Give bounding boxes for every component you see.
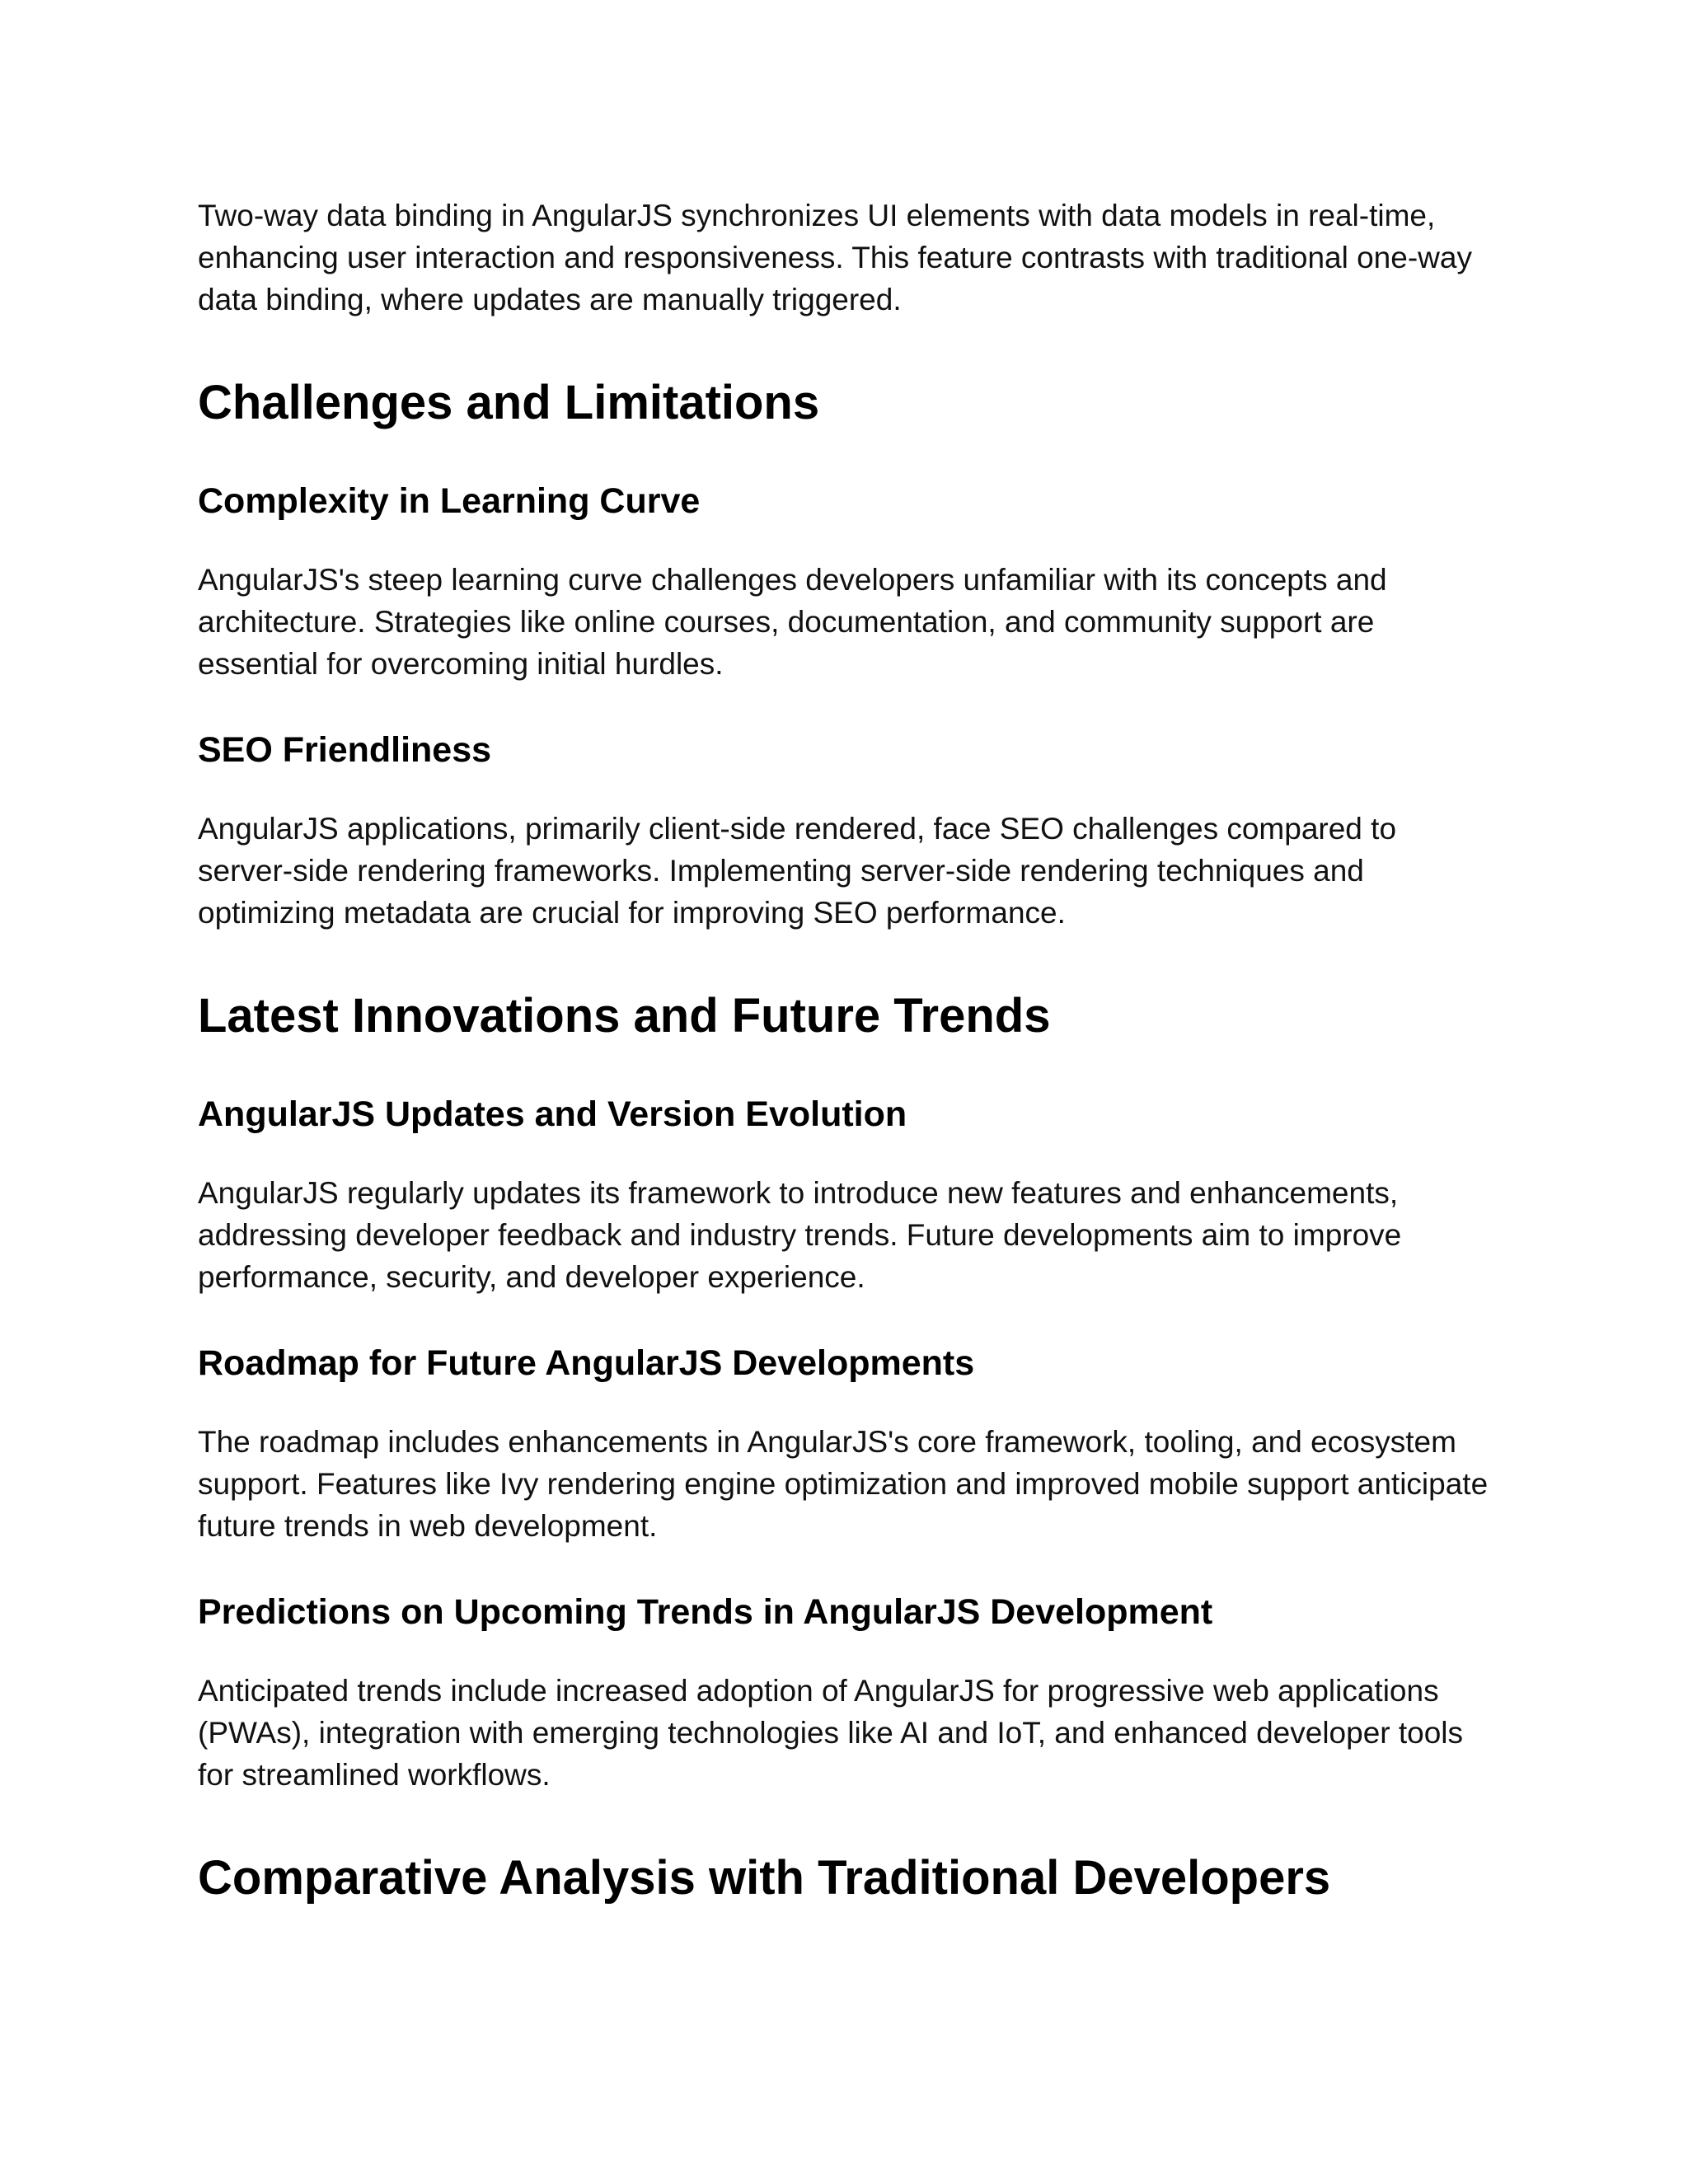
roadmap-paragraph: The roadmap includes enhancements in AngularJS's core framework, tooling, and ecosystem support. Features like Ivy rendering engine optimization and improved mobile support anticipate future trends in web development.: [198, 1425, 1489, 1543]
updates-paragraph: AngularJS regularly updates its framework to introduce new features and enhancements, addressing developer feedback and industry trends. Future developments aim to improve performance, security, and developer experience.: [198, 1176, 1402, 1294]
learning-curve-paragraph: AngularJS's steep learning curve challenges developers unfamiliar with its concepts and architecture. Strategies like online courses, documentation, and community support are essential for overcoming initial hurdles.: [198, 563, 1387, 681]
intro-paragraph: Two-way data binding in AngularJS synchronizes UI elements with data models in real-time, enhancing user interaction and responsiveness. This feature contrasts with traditional one-way data binding, where updates are manually triggered.: [198, 199, 1472, 316]
section-heading-innovations: Latest Innovations and Future Trends: [198, 989, 1051, 1043]
subheading-roadmap: Roadmap for Future AngularJS Developments: [198, 1343, 975, 1383]
subheading-predictions: Predictions on Upcoming Trends in AngularJS Development: [198, 1592, 1213, 1632]
section-heading-challenges: Challenges and Limitations: [198, 376, 820, 429]
document-page: [198, 0, 1492, 2184]
subheading-seo: SEO Friendliness: [198, 730, 492, 770]
subheading-learning-curve: Complexity in Learning Curve: [198, 481, 701, 521]
seo-paragraph: AngularJS applications, primarily client-side rendered, face SEO challenges compared to server-side rendering frameworks. Implementing server-side rendering techniques and optimizing metadata are crucial for improving SEO performance.: [198, 812, 1397, 930]
predictions-paragraph: Anticipated trends include increased adoption of AngularJS for progressive web applications (PWAs), integration with emerging technologies like AI and IoT, and enhanced developer tools for streamlined workflows.: [198, 1674, 1464, 1792]
subheading-updates: AngularJS Updates and Version Evolution: [198, 1094, 907, 1134]
section-heading-comparative: Comparative Analysis with Traditional Developers: [198, 1851, 1331, 1905]
